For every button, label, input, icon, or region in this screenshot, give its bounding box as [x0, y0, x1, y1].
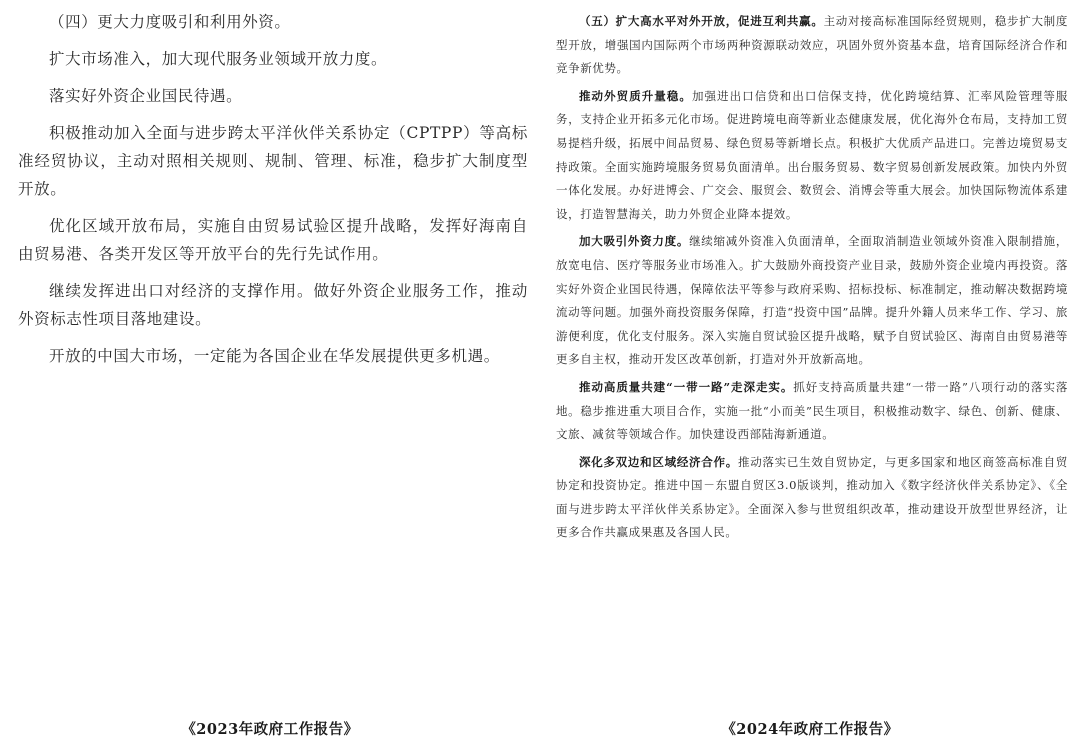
section-paragraph — [556, 10, 1068, 81]
paragraph: 继续发挥进出口对经济的支撑作用。做好外资企业服务工作，推动外资标志性项目落地建设。 — [18, 282, 528, 328]
paragraph: 开放的中国大市场，一定能为各国企业在华发展提供更多机遇。 — [49, 347, 500, 365]
paragraph-body: 继续缩减外资准入负面清单，全面取消制造业领域外资准入限制措施，放宽电信、医疗等服务业市场准入。扩大鼓励外商投资产业目录，鼓励外资企业境内再投资。落实好外资企业国民待遇，保障依法平等参与政府采购、招标投标、标准制定，推动解决数据跨境流动等问题。加强外商投资服务保障，打造“投资中国”品牌。提升外籍人员来华工作、学习、旅游便利度，优化支付服务。深入实施自贸试验区提升战略，赋予自贸试验区、海南自由贸易港等更多自主权，推动开发区改革创新，打造对外开放新高地。 — [556, 234, 1068, 367]
paragraph — [556, 85, 1068, 227]
paragraph — [556, 230, 1068, 372]
paragraph-body: 抓好支持高质量共建“一带一路”八项行动的落实落地。稳步推进重大项目合作，实施一批“小而美”民生项目，积极推动数字、绿色、创新、健康、文旅、减贫等领域合作。加快建设西部陆海新通道。 — [556, 379, 1069, 442]
paragraph-body: 推动落实已生效自贸协定，与更多国家和地区商签高标准自贸协定和投资协定。推进中国－东盟自贸区3.0版谈判，推动加入《数字经济伙伴关系协定》、《全面与进步跨太平洋伙伴关系协定》。全面深入参与世贸组织改革，推动建设开放型世界经济，让更多合作共赢成果惠及各国人民。 — [556, 454, 1068, 540]
paragraph-lead: 推动外贸质升量稳。 — [579, 88, 692, 103]
report-2024-text — [556, 10, 1068, 549]
paragraph: 扩大市场准入，加大现代服务业领域开放力度。 — [49, 50, 388, 68]
paragraph-lead: （五）扩大高水平对外开放，促进互利共赢。 — [579, 14, 824, 28]
report-2023-text — [18, 8, 528, 379]
paragraph-body: 加强进出口信贷和出口信保支持，优化跨境结算、汇率风险管理等服务，支持企业开拓多元化市场。促进跨境电商等新业态健康发展，优化海外仓布局，支持加工贸易提档升级，拓展中间品贸易、绿色贸易等新增长点。积极扩大优质产品进口。完善边境贸易支持政策。全面实施跨境服务贸易负面清单。出台服务贸易、数字贸易创新发展政策。加快内外贸一体化发展。办好进博会、广交会、服贸会、数贸会、消博会等重大展会。加快国际物流体系建设，打造智慧海关，助力外贸企业降本提效。 — [556, 88, 1068, 221]
paragraph-body: 主动对接高标准国际经贸规则，稳步扩大制度型开放，增强国内国际两个市场两种资源联动效应，巩固外贸外资基本盘，培育国际经济合作和竞争新优势。 — [556, 14, 1068, 76]
report-2024-panel — [540, 0, 1080, 756]
caption-2023: 《2023年政府工作报告》 — [181, 721, 359, 738]
section-heading: （四）更大力度吸引和利用外资。 — [49, 13, 291, 31]
paragraph: 积极推动加入全面与进步跨太平洋伙伴关系协定（CPTPP）等高标准经贸协议，主动对照相关规则、规制、管理、标准，稳步扩大制度型开放。 — [18, 124, 528, 198]
paragraph — [556, 376, 1068, 447]
paragraph-lead: 推动高质量共建“一带一路”走深走实。 — [579, 379, 794, 394]
paragraph — [556, 451, 1068, 545]
paragraph-lead: 加大吸引外资力度。 — [579, 234, 690, 249]
paragraph-lead: 深化多双边和区域经济合作。 — [579, 454, 738, 469]
paragraph: 落实好外资企业国民待遇。 — [49, 87, 243, 105]
caption-2024: 《2024年政府工作报告》 — [721, 721, 899, 738]
paragraph: 优化区域开放布局，实施自由贸易试验区提升战略，发挥好海南自由贸易港、各类开发区等开放平台的先行先试作用。 — [18, 217, 528, 263]
